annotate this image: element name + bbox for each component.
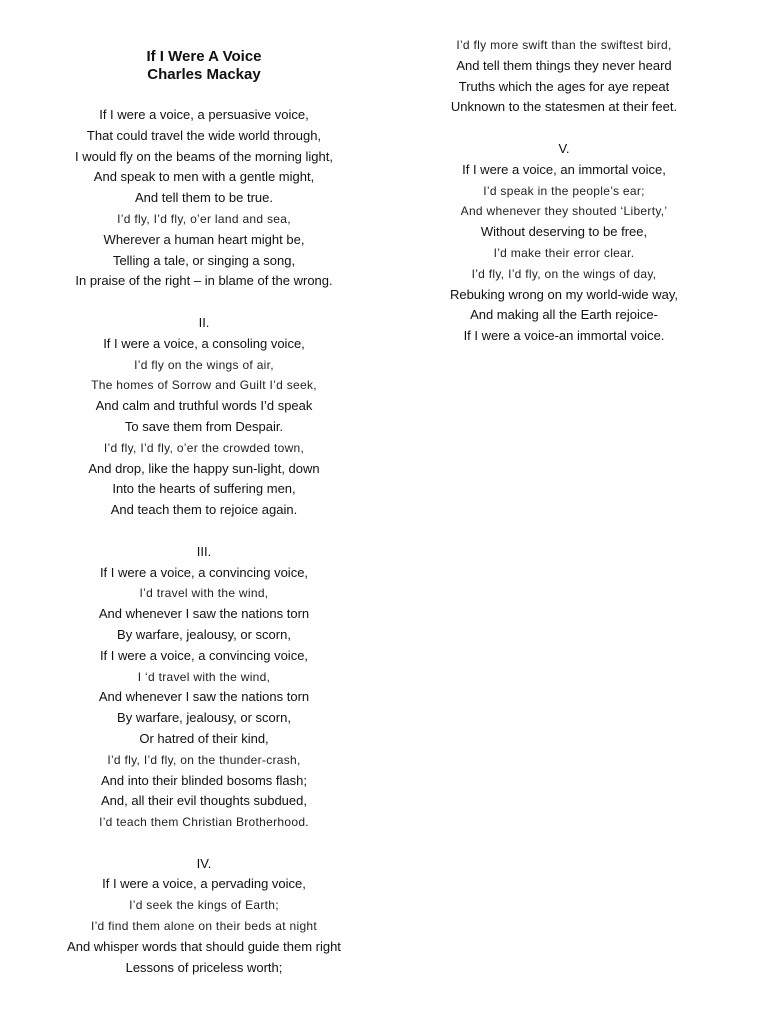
poem-line: And whenever I saw the nations torn <box>98 606 310 622</box>
poem-line: Wherever a human heart might be, <box>103 231 305 247</box>
poem-line: And, all their evil thoughts subdued, <box>101 793 307 809</box>
poem-line: I’d fly, I’d fly, o’er land and sea, <box>117 211 291 226</box>
poem-line: And whisper words that should guide them right <box>67 938 341 954</box>
poem-author: Charles Mackay <box>147 66 261 83</box>
poem-line: Lessons of priceless worth; <box>125 959 283 975</box>
poem-line: And drop, like the happy sun-light, down <box>88 460 320 476</box>
poem-line: And tell them things they never heard <box>456 57 672 73</box>
right-column <box>414 35 714 368</box>
poem-line: By warfare, jealousy, or scorn, <box>117 626 291 642</box>
poem-line: I’d fly, I’d fly, on the wings of day, <box>471 266 657 281</box>
poem-line: If I were a voice-an immortal voice. <box>463 328 665 344</box>
poem-line: I’d travel with the wind, <box>139 586 269 601</box>
stanza-5-lines <box>414 160 714 347</box>
poem-line: By warfare, jealousy, or scorn, <box>117 710 291 726</box>
stanza-4 <box>40 854 368 979</box>
poem-line: And into their blinded bosoms flash; <box>101 772 307 788</box>
stanza-heading: III. <box>196 543 212 559</box>
poem-line: If I were a voice, a convincing voice, <box>99 647 309 663</box>
poem-line: If I were a voice, a pervading voice, <box>102 876 306 892</box>
poem-line: And calm and truthful words I’d speak <box>95 398 313 414</box>
poem-line: And whenever they shouted ‘Liberty,’ <box>460 204 668 219</box>
poem-line: I’d fly more swift than the swiftest bird, <box>456 38 672 52</box>
poem-line: I’d make their error clear. <box>493 245 635 260</box>
poem-line: And whenever I saw the nations torn <box>98 689 310 705</box>
poem-line: The homes of Sorrow and Guilt I’d seek, <box>91 378 317 393</box>
poem-line: I’d teach them Christian Brotherhood. <box>99 815 309 830</box>
poem-line: Rebuking wrong on my world-wide way, <box>449 286 679 302</box>
poem-line: Into the hearts of suffering men, <box>112 481 296 497</box>
poem-line: I’d fly, I’d fly, o’er the crowded town, <box>103 440 305 455</box>
poem-line: Unknown to the statesmen at their feet. <box>450 99 678 115</box>
left-stanzas <box>40 105 368 978</box>
poem-line: And making all the Earth rejoice- <box>470 307 658 323</box>
stanza-3 <box>40 542 368 833</box>
poem-line: I’d speak in the people’s ear; <box>483 183 645 198</box>
left-column <box>40 48 368 999</box>
poem-line: Truths which the ages for aye repeat <box>458 78 670 94</box>
poem-line: If I were a voice, a consoling voice, <box>103 335 305 351</box>
poem-line: I would fly on the beams of the morning light, <box>75 148 333 164</box>
poem-line: If I were a voice, a convincing voice, <box>99 564 309 580</box>
poem-line: Without deserving to be free, <box>480 224 648 240</box>
poem-line: To save them from Despair. <box>124 418 284 434</box>
poem-line: Telling a tale, or singing a song, <box>112 252 296 268</box>
poem-line: In praise of the right – in blame of the wrong. <box>75 273 333 289</box>
stanza-1 <box>40 105 368 292</box>
poem-line: If I were a voice, an immortal voice, <box>462 161 666 177</box>
poem-line: Or hatred of their kind, <box>139 730 269 746</box>
poem-line: I’d find them alone on their beds at night <box>90 919 318 934</box>
stanza-5 <box>414 139 714 347</box>
stanza-4-continuation <box>414 35 714 118</box>
stanza-heading: V. <box>558 140 570 156</box>
poem-title: If I Were A Voice <box>146 48 262 65</box>
title-block <box>40 48 368 84</box>
poem-line: I’d fly, I’d fly, on the thunder-crash, <box>107 752 301 767</box>
stanza-heading: IV. <box>196 855 212 871</box>
poem-line: And teach them to rejoice again. <box>110 502 298 518</box>
stanza-2 <box>40 313 368 521</box>
poem-line: That could travel the wide world through, <box>86 127 322 143</box>
poem-line: If I were a voice, a persuasive voice, <box>99 107 309 122</box>
poem-line: And speak to men with a gentle might, <box>93 169 315 185</box>
poem-line: I ‘d travel with the wind, <box>137 669 271 684</box>
stanza-heading: II. <box>198 314 210 330</box>
poem-line: I’d seek the kings of Earth; <box>129 898 279 913</box>
poem-line: And tell them to be true. <box>134 190 274 206</box>
poem-line: I’d fly on the wings of air, <box>134 357 274 372</box>
